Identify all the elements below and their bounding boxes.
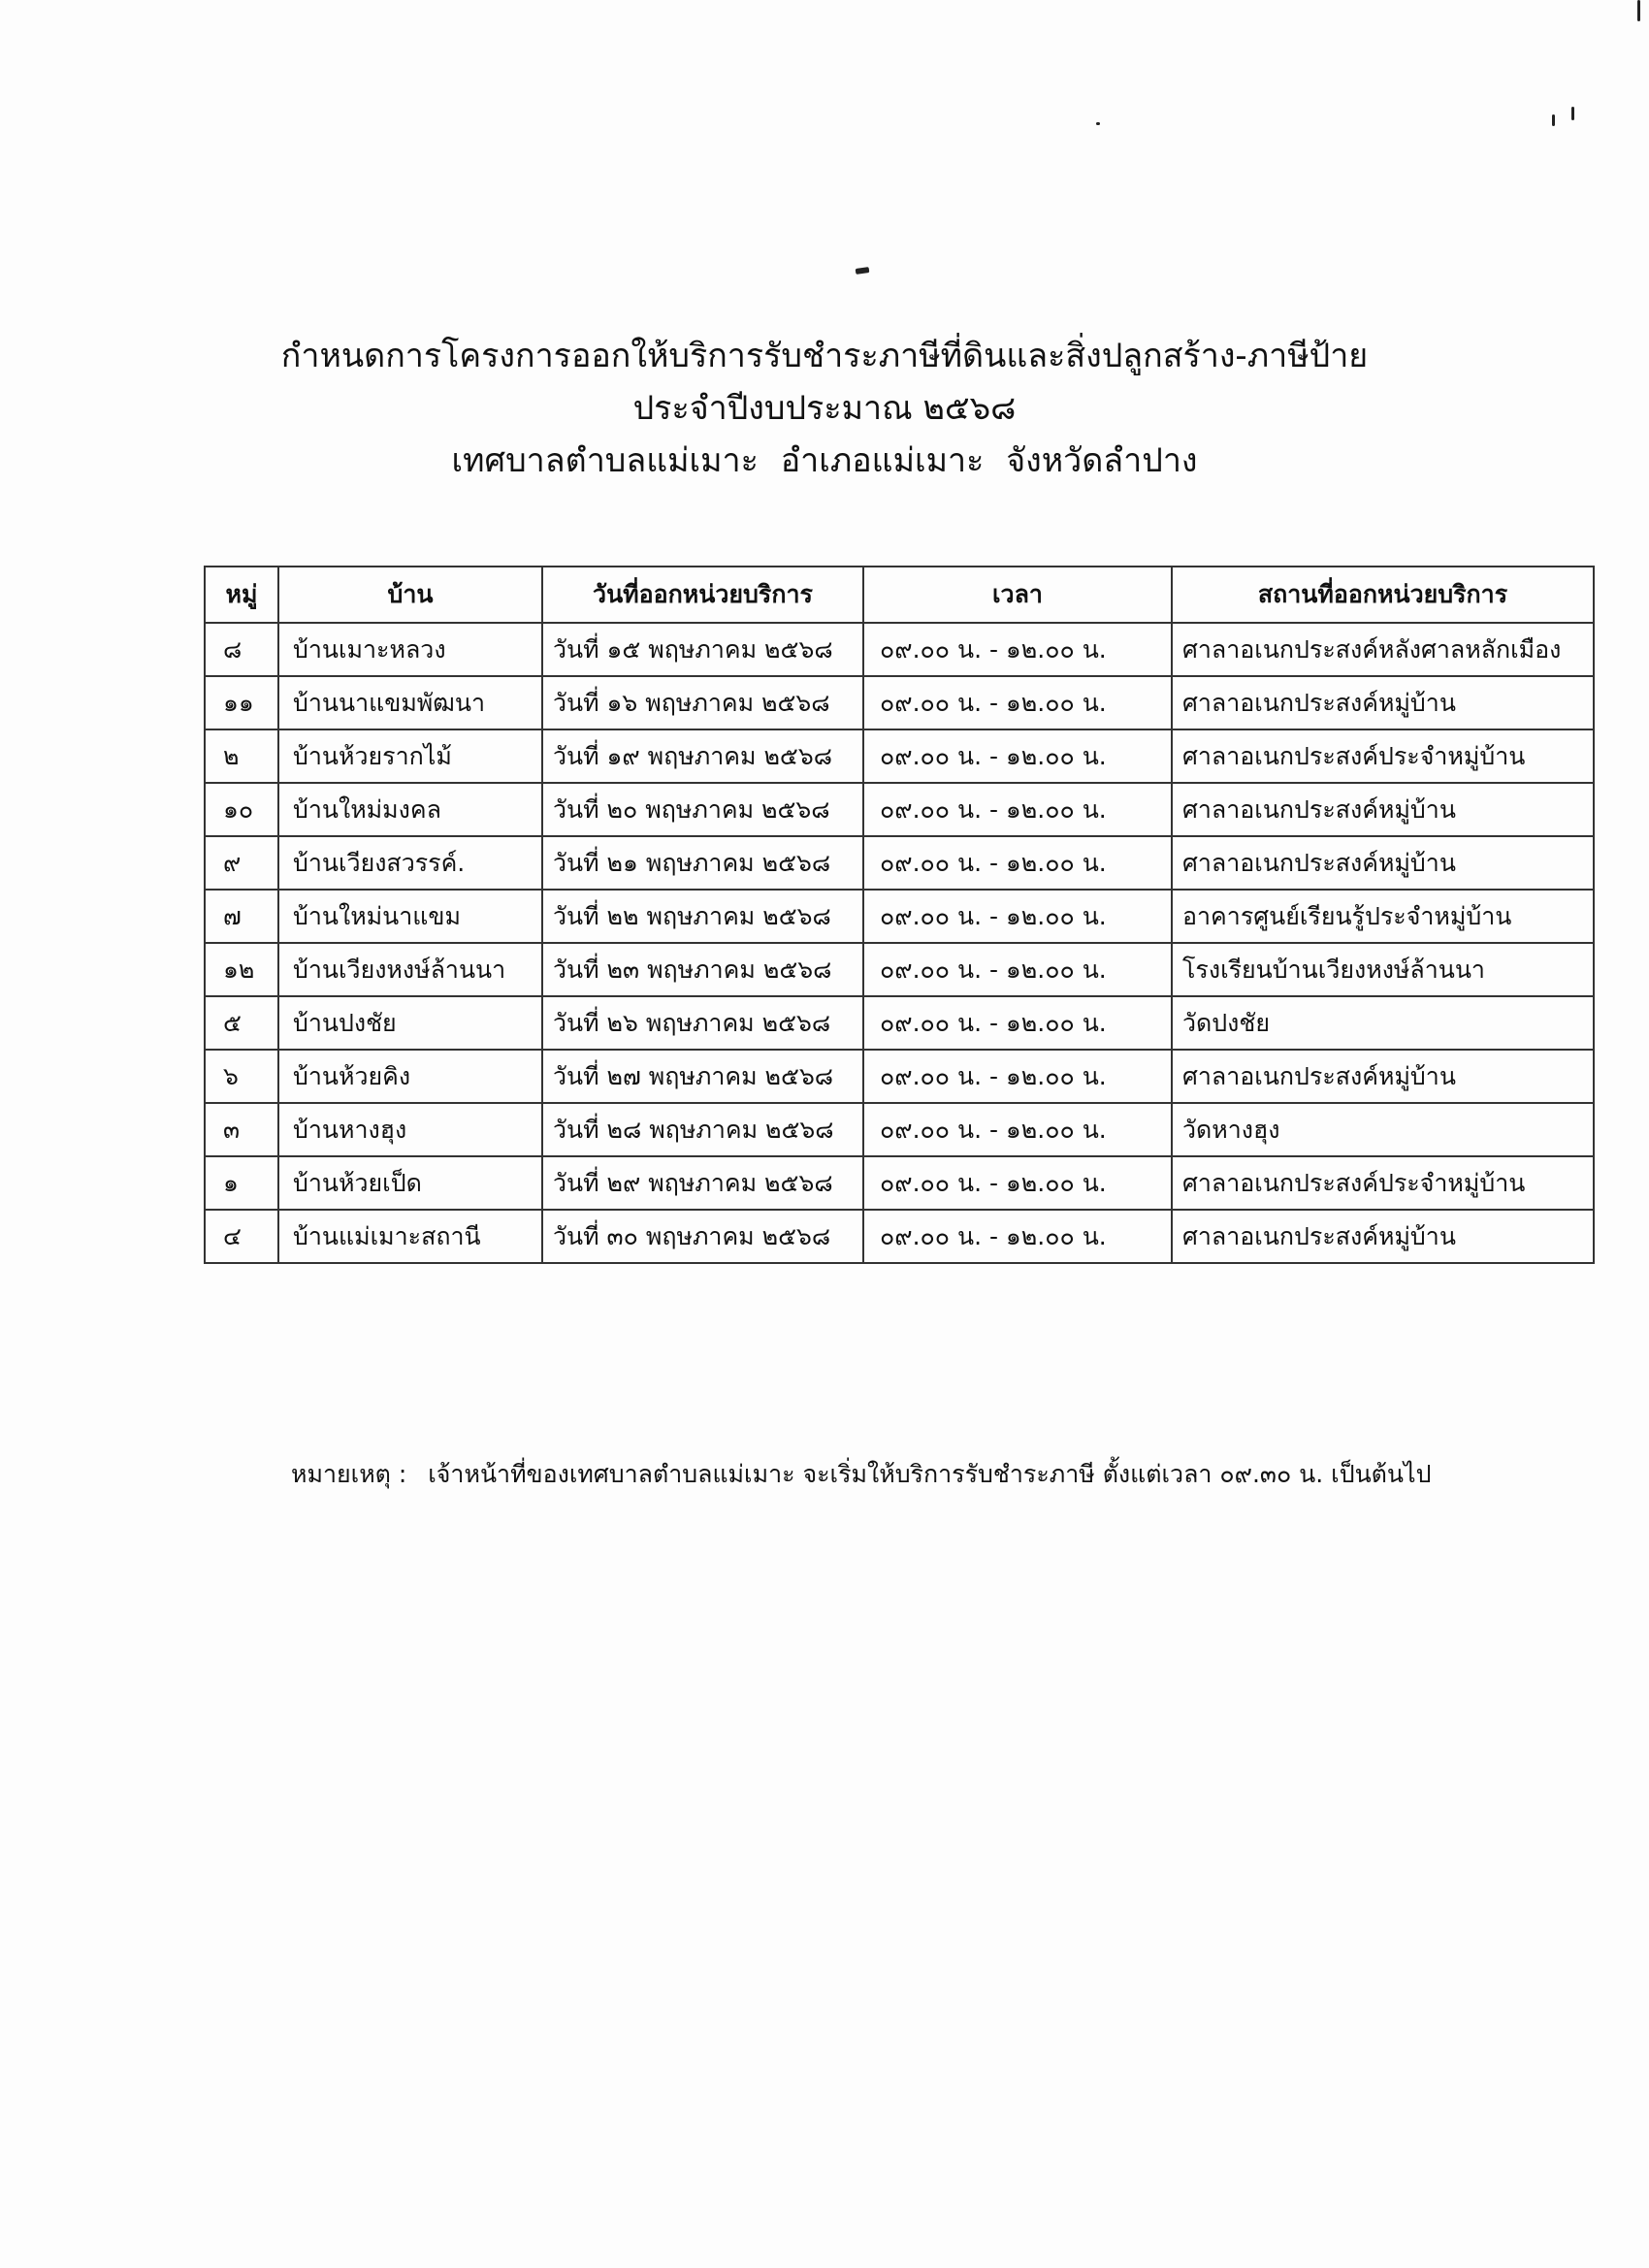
cell-time: ๐๙.๐๐ น. - ๑๒.๐๐ น. xyxy=(863,890,1172,943)
cell-time: ๐๙.๐๐ น. - ๑๒.๐๐ น. xyxy=(863,729,1172,783)
title-line-project: กำหนดการโครงการออกให้บริการรับชำระภาษีที่ดินและสิ่งปลูกสร้าง-ภาษีป้าย xyxy=(280,337,1369,375)
cell-moo: ๖ xyxy=(205,1050,278,1103)
table-row xyxy=(205,623,1594,676)
scan-speck xyxy=(1552,114,1555,126)
cell-time: ๐๙.๐๐ น. - ๑๒.๐๐ น. xyxy=(863,1210,1172,1263)
title-line-organization: เทศบาลตำบลแม่เมาะ อำเภอแม่เมาะ จังหวัดลำปาง xyxy=(451,441,1198,480)
cell-date: วันที่ ๒๒ พฤษภาคม ๒๕๖๘ xyxy=(542,890,863,943)
header-date: วันที่ออกหน่วยบริการ xyxy=(542,567,863,623)
cell-village: บ้านนาแขมพัฒนา xyxy=(278,676,542,729)
cell-date: วันที่ ๒๗ พฤษภาคม ๒๕๖๘ xyxy=(542,1050,863,1103)
cell-place: วัดหางฮุง xyxy=(1172,1103,1594,1156)
table-row xyxy=(205,1050,1594,1103)
cell-time: ๐๙.๐๐ น. - ๑๒.๐๐ น. xyxy=(863,783,1172,836)
cell-date: วันที่ ๓๐ พฤษภาคม ๒๕๖๘ xyxy=(542,1210,863,1263)
scan-speck xyxy=(1096,122,1100,125)
cell-date: วันที่ ๒๑ พฤษภาคม ๒๕๖๘ xyxy=(542,836,863,890)
cell-place: ศาลาอเนกประสงค์หลังศาลหลักเมือง xyxy=(1172,623,1594,676)
cell-time: ๐๙.๐๐ น. - ๑๒.๐๐ น. xyxy=(863,1156,1172,1210)
cell-moo: ๘ xyxy=(205,623,278,676)
remark-text: เจ้าหน้าที่ของเทศบาลตำบลแม่เมาะ จะเริ่มให้บริการรับชำระภาษี ตั้งแต่เวลา ๐๙.๓๐ น. เป็นต้นไป xyxy=(428,1460,1432,1488)
schedule-table xyxy=(204,566,1595,1264)
cell-date: วันที่ ๒๙ พฤษภาคม ๒๕๖๘ xyxy=(542,1156,863,1210)
cell-time: ๐๙.๐๐ น. - ๑๒.๐๐ น. xyxy=(863,623,1172,676)
table-row xyxy=(205,996,1594,1050)
table-row xyxy=(205,783,1594,836)
cell-date: วันที่ ๒๘ พฤษภาคม ๒๕๖๘ xyxy=(542,1103,863,1156)
header-moo: หมู่ xyxy=(205,567,278,623)
cell-time: ๐๙.๐๐ น. - ๑๒.๐๐ น. xyxy=(863,943,1172,996)
scan-speck xyxy=(1571,107,1574,120)
cell-date: วันที่ ๒๖ พฤษภาคม ๒๕๖๘ xyxy=(542,996,863,1050)
cell-moo: ๕ xyxy=(205,996,278,1050)
table-row xyxy=(205,836,1594,890)
remark-label: หมายเหตุ : xyxy=(291,1460,407,1488)
cell-moo: ๑๒ xyxy=(205,943,278,996)
cell-moo: ๓ xyxy=(205,1103,278,1156)
table-row xyxy=(205,1156,1594,1210)
cell-date: วันที่ ๒๓ พฤษภาคม ๒๕๖๘ xyxy=(542,943,863,996)
cell-village: บ้านแม่เมาะสถานี xyxy=(278,1210,542,1263)
cell-time: ๐๙.๐๐ น. - ๑๒.๐๐ น. xyxy=(863,996,1172,1050)
title-line-fiscal-year: ประจำปีงบประมาณ ๒๕๖๘ xyxy=(632,389,1017,428)
cell-place: ศาลาอเนกประสงค์ประจำหมู่บ้าน xyxy=(1172,1156,1594,1210)
cell-village: บ้านห้วยรากไม้ xyxy=(278,729,542,783)
table-row xyxy=(205,729,1594,783)
header-place: สถานที่ออกหน่วยบริการ xyxy=(1172,567,1594,623)
cell-date: วันที่ ๒๐ พฤษภาคม ๒๕๖๘ xyxy=(542,783,863,836)
cell-place: ศาลาอเนกประสงค์ประจำหมู่บ้าน xyxy=(1172,729,1594,783)
table-row xyxy=(205,943,1594,996)
header-village: บ้าน xyxy=(278,567,542,623)
cell-village: บ้านห้วยเป็ด xyxy=(278,1156,542,1210)
cell-time: ๐๙.๐๐ น. - ๑๒.๐๐ น. xyxy=(863,1103,1172,1156)
table-row xyxy=(205,1103,1594,1156)
cell-time: ๐๙.๐๐ น. - ๑๒.๐๐ น. xyxy=(863,676,1172,729)
scan-speck xyxy=(1637,0,1640,21)
cell-place: ศาลาอเนกประสงค์หมู่บ้าน xyxy=(1172,783,1594,836)
cell-moo: ๔ xyxy=(205,1210,278,1263)
cell-village: บ้านหางฮุง xyxy=(278,1103,542,1156)
cell-village: บ้านเวียงสวรรค์. xyxy=(278,836,542,890)
table-row xyxy=(205,1210,1594,1263)
cell-place: อาคารศูนย์เรียนรู้ประจำหมู่บ้าน xyxy=(1172,890,1594,943)
cell-time: ๐๙.๐๐ น. - ๑๒.๐๐ น. xyxy=(863,836,1172,890)
table-row xyxy=(205,890,1594,943)
table-row xyxy=(205,676,1594,729)
document-title xyxy=(0,330,1649,487)
cell-date: วันที่ ๑๕ พฤษภาคม ๒๕๖๘ xyxy=(542,623,863,676)
cell-village: บ้านปงชัย xyxy=(278,996,542,1050)
cell-place: โรงเรียนบ้านเวียงหงษ์ล้านนา xyxy=(1172,943,1594,996)
header-time: เวลา xyxy=(863,567,1172,623)
cell-village: บ้านใหม่นาแขม xyxy=(278,890,542,943)
cell-place: ศาลาอเนกประสงค์หมู่บ้าน xyxy=(1172,836,1594,890)
cell-village: บ้านใหม่มงคล xyxy=(278,783,542,836)
cell-village: บ้านเมาะหลวง xyxy=(278,623,542,676)
cell-village: บ้านเวียงหงษ์ล้านนา xyxy=(278,943,542,996)
remark-note xyxy=(291,1455,1552,1494)
cell-moo: ๑ xyxy=(205,1156,278,1210)
cell-moo: ๑๐ xyxy=(205,783,278,836)
cell-time: ๐๙.๐๐ น. - ๑๒.๐๐ น. xyxy=(863,1050,1172,1103)
cell-place: วัดปงชัย xyxy=(1172,996,1594,1050)
cell-moo: ๒ xyxy=(205,729,278,783)
cell-moo: ๙ xyxy=(205,836,278,890)
cell-place: ศาลาอเนกประสงค์หมู่บ้าน xyxy=(1172,1210,1594,1263)
cell-date: วันที่ ๑๖ พฤษภาคม ๒๕๖๘ xyxy=(542,676,863,729)
schedule-table-body xyxy=(205,623,1594,1263)
cell-date: วันที่ ๑๙ พฤษภาคม ๒๕๖๘ xyxy=(542,729,863,783)
cell-place: ศาลาอเนกประสงค์หมู่บ้าน xyxy=(1172,676,1594,729)
cell-place: ศาลาอเนกประสงค์หมู่บ้าน xyxy=(1172,1050,1594,1103)
cell-moo: ๑๑ xyxy=(205,676,278,729)
cell-moo: ๗ xyxy=(205,890,278,943)
cell-village: บ้านห้วยคิง xyxy=(278,1050,542,1103)
scan-speck xyxy=(856,267,870,275)
table-header-row xyxy=(205,567,1594,623)
